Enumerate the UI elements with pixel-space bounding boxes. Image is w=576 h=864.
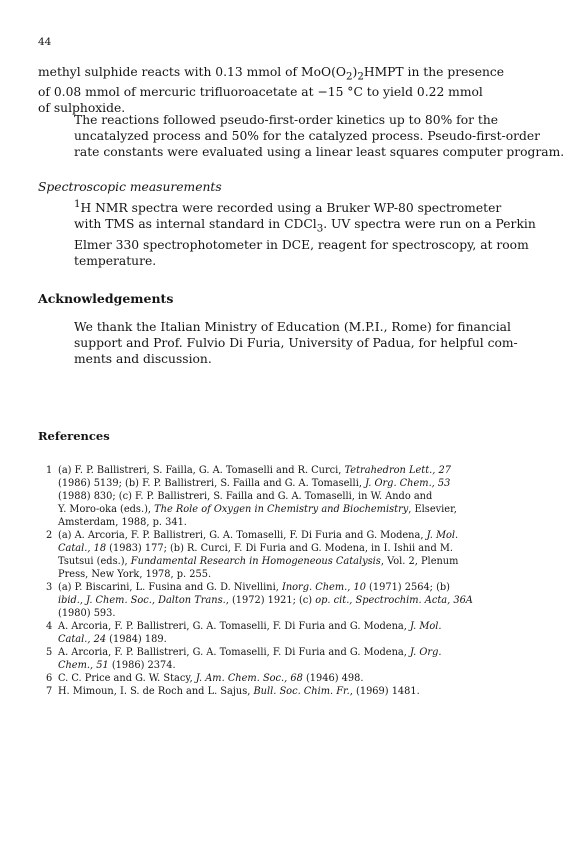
- text-line: support and Prof. Fulvio Di Furia, University of Padua, for helpful com-: [74, 336, 518, 350]
- reference-line: (1980) 593.: [58, 608, 116, 619]
- reference-number: 5: [46, 647, 53, 658]
- reference-number: 3: [46, 582, 53, 593]
- reference-line: (a) P. Biscarini, L. Fusina and G. D. Nivellini, Inorg. Chem., 10 (1971) 2564; (b): [58, 582, 451, 593]
- reference-item: [38, 646, 528, 672]
- reference-number: 6: [46, 673, 53, 684]
- text-line: Elmer 330 spectrophotometer in DCE, reagent for spectroscopy, at room: [74, 237, 529, 252]
- reference-line: Amsterdam, 1988, p. 341.: [58, 517, 187, 528]
- reference-line: Tsutsui (eds.), Fundamental Research in Homogeneous Catalysis, Vol. 2, Plenum: [58, 556, 459, 567]
- reference-line: Chem., 51 (1986) 2374.: [58, 660, 176, 671]
- intro-paragraph: [38, 64, 522, 116]
- reference-item: [38, 672, 528, 685]
- reference-line: (1986) 5139; (b) F. P. Ballistreri, S. Failla and G. A. Tomaselli, J. Org. Chem., 53: [58, 478, 451, 489]
- acknowledgements-heading: Acknowledgements: [38, 291, 174, 306]
- reference-item: [38, 620, 528, 646]
- reference-item: [38, 529, 528, 581]
- text-line: ments and discussion.: [74, 352, 212, 366]
- text-line: methyl sulphide reacts with 0.13 mmol of $MoO(O_2)_2HMPT$ in the presence: [38, 65, 505, 83]
- reference-number: 4: [46, 621, 53, 632]
- reference-line: C. C. Price and G. W. Stacy, J. Am. Chem. Soc., 68 (1946) 498.: [58, 673, 364, 684]
- reference-line: Catal., 18 (1983) 177; (b) R. Curci, F. Di Furia and G. Modena, in I. Ishii and M.: [58, 543, 453, 554]
- kinetics-paragraph: [38, 112, 565, 160]
- reference-number: 2: [46, 530, 53, 541]
- text-line: rate constants were evaluated using a linear least squares computer program.: [74, 145, 565, 159]
- reference-item: [38, 685, 528, 698]
- reference-line: (a) F. P. Ballistreri, S. Failla, G. A. Tomaselli and R. Curci, Tetrahedron Lett., 27: [58, 465, 451, 476]
- text-line: $^1$H NMR spectra were recorded using a Bruker WP-80 spectrometer: [74, 198, 502, 216]
- text-line: of 0.08 mmol of mercuric trifluoroacetate at −15 °C to yield 0.22 mmol: [38, 85, 483, 100]
- page-number: 44: [38, 36, 52, 48]
- text-line: temperature.: [74, 253, 157, 268]
- reference-line: A. Arcoria, F. P. Ballistreri, G. A. Tomaselli, F. Di Furia and G. Modena, J. Org.: [58, 647, 442, 658]
- references-heading: References: [38, 429, 110, 443]
- reference-line: Catal., 24 (1984) 189.: [58, 634, 167, 645]
- reference-line: A. Arcoria, F. P. Ballistreri, G. A. Tomaselli, F. Di Furia and G. Modena, J. Mol.: [58, 621, 442, 632]
- reference-line: (a) A. Arcoria, F. P. Ballistreri, G. A. Tomaselli, F. Di Furia and G. Modena, J. Mol.: [58, 530, 459, 541]
- reference-item: [38, 464, 528, 529]
- reference-line: (1988) 830; (c) F. P. Ballistreri, S. Failla and G. A. Tomaselli, in W. Ando and: [58, 491, 433, 502]
- text-line: uncatalyzed process and 50% for the catalyzed process. Pseudo-first-order: [74, 129, 540, 143]
- spectroscopic-heading: Spectroscopic measurements: [38, 180, 222, 194]
- text-line: We thank the Italian Ministry of Education (M.P.I., Rome) for financial: [74, 320, 511, 334]
- text-line: The reactions followed pseudo-first-order kinetics up to 80% for the: [74, 113, 499, 127]
- text-line: of sulphoxide.: [38, 101, 126, 116]
- reference-list: [38, 464, 528, 698]
- text-line: with TMS as internal standard in CDCl$_3$. UV spectra were run on a Perkin: [74, 217, 536, 235]
- reference-number: 7: [46, 686, 53, 697]
- reference-line: Press, New York, 1978, p. 255.: [58, 569, 212, 580]
- reference-line: ibid., J. Chem. Soc., Dalton Trans., (1972) 1921; (c) op. cit., Spectrochim. Acta, 36A: [58, 595, 473, 606]
- acknowledgements-paragraph: [38, 319, 558, 367]
- reference-line: Y. Moro-oka (eds.), The Role of Oxygen in Chemistry and Biochemistry, Elsevier,: [58, 504, 457, 515]
- spectroscopic-paragraph: [38, 196, 558, 269]
- reference-item: [38, 581, 528, 620]
- reference-number: 1: [46, 465, 53, 476]
- reference-line: H. Mimoun, I. S. de Roch and L. Sajus, Bull. Soc. Chim. Fr., (1969) 1481.: [58, 686, 420, 697]
